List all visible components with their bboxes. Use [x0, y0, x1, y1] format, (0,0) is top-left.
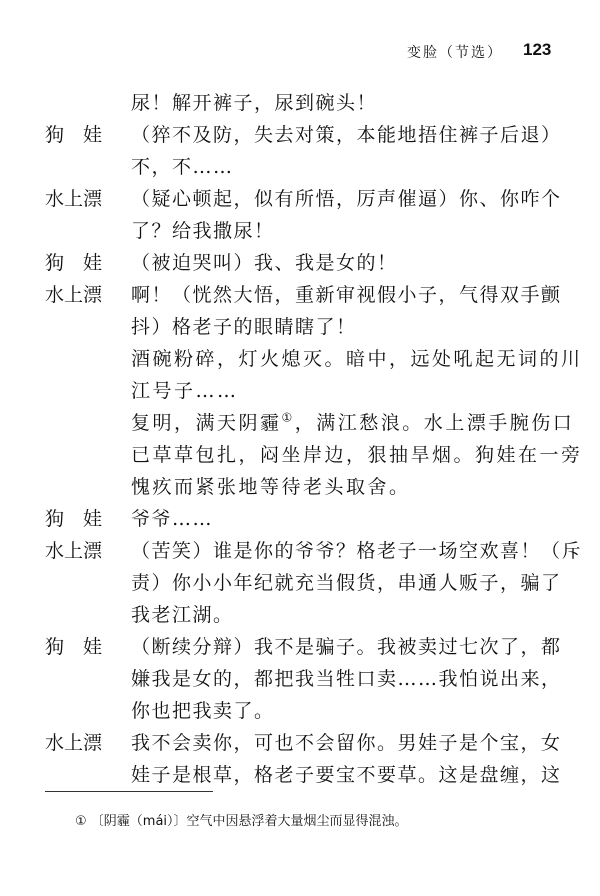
- dialogue-line: （被迫哭叫）我、我是女的！: [131, 252, 398, 274]
- dialogue-line: 嫌我是女的，都把我当牲口卖……我怕说出来，: [131, 668, 562, 690]
- speaker-name: 狗 娃: [45, 252, 103, 274]
- dialogue-continuation: [45, 87, 565, 119]
- dialogue-line: 爷爷……: [131, 508, 214, 530]
- stage-line: 已草草包扎，闷坐岸边，狠抽旱烟。狗娃在一旁: [131, 444, 583, 466]
- stage-direction: [45, 343, 583, 407]
- footnote-divider: [45, 791, 213, 792]
- dialogue-gouwa: [45, 631, 565, 727]
- stage-line: 酒碗粉碎，灯火熄灭。暗中，远处吼起无词的川: [131, 348, 583, 370]
- speaker-name: 水上漂: [45, 732, 103, 754]
- dialogue-line: 娃子是根草，格老子要宝不要草。这是盘缠，这: [131, 764, 562, 786]
- stage-line: [131, 407, 575, 439]
- dialogue-line: 了？给我撒尿！: [131, 220, 275, 242]
- dialogue-line: 不，不……: [131, 156, 234, 178]
- stage-text: 复明，满天阴霾: [131, 412, 282, 434]
- stage-line: 愧疚而紧张地等待老头取舍。: [131, 476, 411, 498]
- dialogue-line: 我不会卖你，可也不会留你。男娃子是个宝，女: [131, 732, 562, 754]
- dialogue-line: 尿！解开裤子，尿到碗头！: [131, 92, 378, 114]
- dialogue-shuishangpiao: [45, 535, 583, 631]
- dialogue-line: （疑心顿起，似有所悟，厉声催逼）你、你咋个: [131, 188, 562, 210]
- dialogue-line: 我老江湖。: [131, 604, 234, 626]
- dialogue-line: 责）你小小年纪就充当假货，串通人贩子，骗了: [131, 572, 562, 594]
- dialogue-gouwa: [45, 119, 565, 183]
- dialogue-shuishangpiao: [45, 727, 565, 791]
- dialogue-gouwa: [45, 247, 565, 279]
- page-number: 123: [523, 40, 552, 59]
- stage-line: 江号子……: [131, 380, 239, 402]
- speaker-name: 水上漂: [45, 284, 103, 306]
- footnote: [75, 810, 408, 829]
- dialogue-shuishangpiao: [45, 183, 565, 247]
- speaker-name: 狗 娃: [45, 508, 103, 530]
- stage-direction: [45, 407, 583, 503]
- dialogue-shuishangpiao: [45, 279, 565, 343]
- speaker-name: 狗 娃: [45, 124, 103, 146]
- page-header: [0, 42, 600, 66]
- speaker-name: 水上漂: [45, 540, 103, 562]
- dialogue-line: 你也把我卖了。: [131, 700, 275, 722]
- dialogue-line: （苦笑）谁是你的爷爷？格老子一场空欢喜！（斥: [131, 540, 583, 562]
- dialogue-line: （断续分辩）我不是骗子。我被卖过七次了，都: [131, 636, 562, 658]
- footnote-reference[interactable]: ①: [281, 410, 295, 425]
- dialogue-line: （猝不及防，失去对策，本能地捂住裤子后退）: [131, 124, 562, 146]
- dialogue-line: 抖）格老子的眼睛瞎了！: [131, 316, 357, 338]
- script-body: [45, 87, 583, 791]
- dialogue-gouwa: [45, 503, 565, 535]
- stage-text: ，满江愁浪。水上漂手腕伤口: [294, 412, 575, 434]
- speaker-name: 狗 娃: [45, 636, 103, 658]
- running-title: 变脸（节选）: [407, 45, 503, 61]
- footnote-text: 〔阴霾（mái）〕空气中因悬浮着大量烟尘而显得混浊。: [90, 814, 408, 829]
- footnote-marker: ①: [75, 814, 87, 829]
- dialogue-line: 啊！（恍然大悟，重新审视假小子，气得双手颤: [131, 284, 562, 306]
- speaker-name: 水上漂: [45, 188, 103, 210]
